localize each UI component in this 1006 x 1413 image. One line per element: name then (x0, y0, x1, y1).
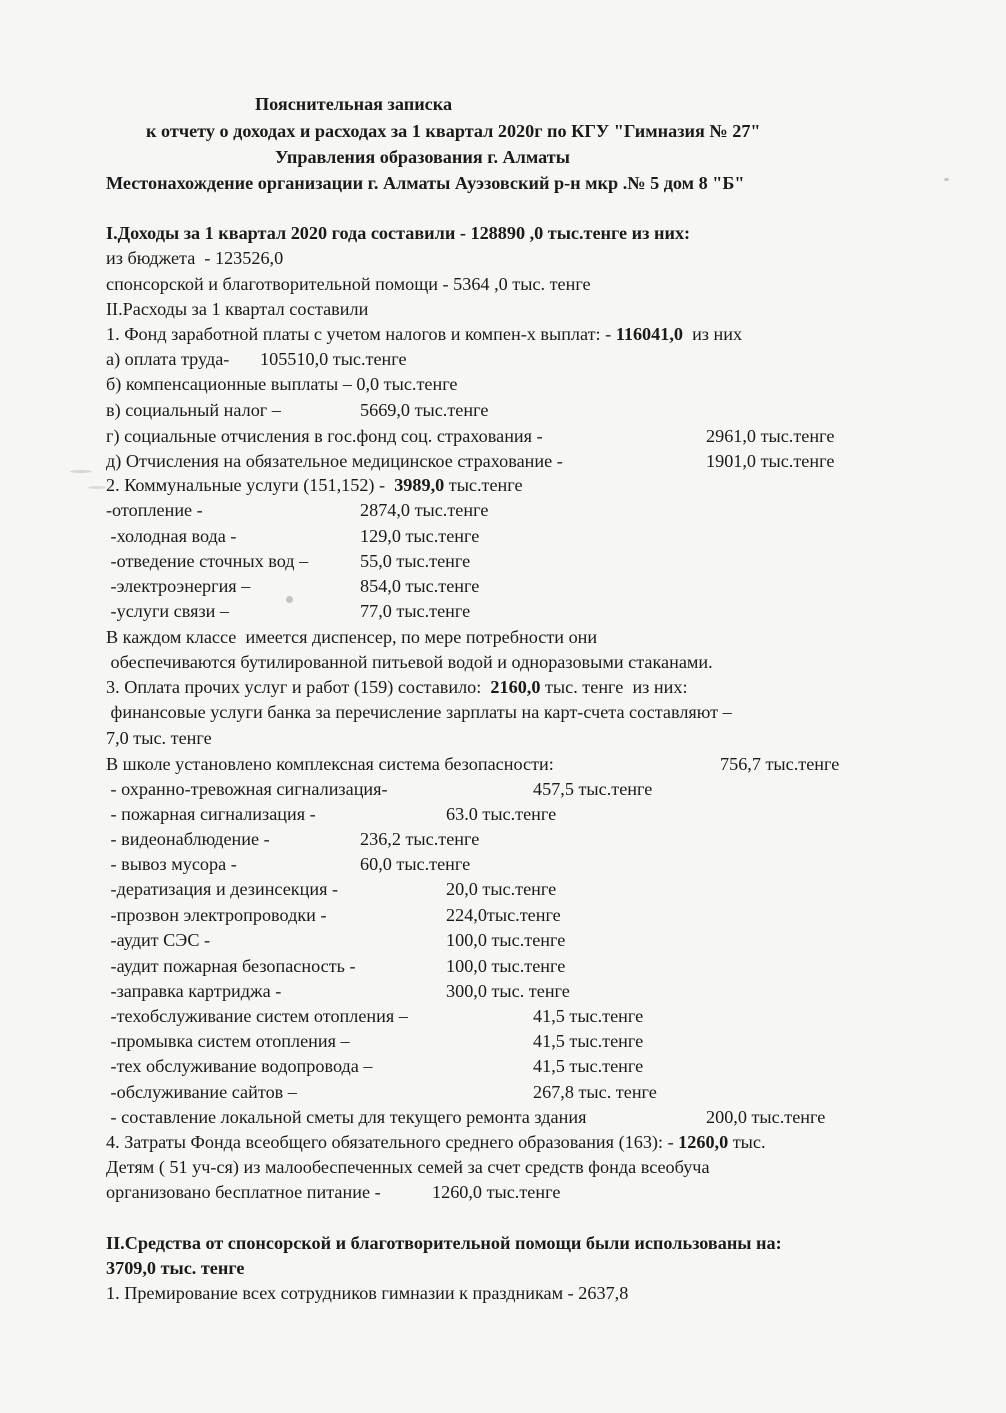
service-value: 20,0 тыс.тенге (446, 879, 557, 899)
fund4-value: 1260,0 (678, 1132, 729, 1152)
utility-value: 77,0 тыс.тенге (360, 601, 471, 621)
fund-prefix: 1. Фонд заработной платы с учетом налогов и компен-х выплат: - (106, 324, 616, 344)
service-value: 60,0 тыс.тенге (360, 854, 471, 874)
service-value: 236,2 тыс.тенге (360, 829, 480, 849)
income-title: I.Доходы за 1 квартал 2020 года составили - 128890 ,0 тыс.тенге из них: (106, 223, 691, 243)
expense-v-label: в) социальный налог – (106, 400, 281, 420)
meals-value: 1260,0 тыс.тенге (432, 1182, 561, 1202)
utilities-value: 3989,0 (394, 475, 445, 495)
service-label: -заправка картриджа - (106, 981, 282, 1001)
scan-speck (286, 596, 293, 603)
utility-value: 854,0 тыс.тенге (360, 576, 480, 596)
expense-v-value: 5669,0 тыс.тенге (360, 400, 489, 420)
service-label: -аудит пожарная безопасность - (106, 956, 356, 976)
other-suffix: тыс. тенге из них: (540, 677, 688, 697)
fund4-suffix: тыс. (728, 1132, 766, 1152)
expenses-title: II.Расходы за 1 квартал составили (106, 299, 369, 319)
scan-speck (88, 486, 106, 489)
utility-label: -холодная вода - (106, 526, 237, 546)
sponsor-use-title: II.Средства от спонсорской и благотворительной помощи были использованы на: (106, 1233, 782, 1253)
utility-label: -отопление - (106, 500, 203, 520)
fund-suffix: из них (682, 324, 743, 344)
service-label: - охранно-тревожная сигнализация- (106, 779, 388, 799)
expense-a-value: 105510,0 тыс.тенге (260, 349, 407, 369)
service-value: 200,0 тыс.тенге (706, 1107, 826, 1127)
service-value: 100,0 тыс.тенге (446, 956, 566, 976)
dispenser-line-1: В каждом классе имеется диспенсер, по мере потребности они (106, 627, 598, 647)
security-value: 756,7 тыс.тенге (720, 754, 840, 774)
utilities-suffix: тыс.тенге (444, 475, 523, 495)
children-line: Детям ( 51 уч-ся) из малообеспеченных семей за счет средств фонда всеобуча (106, 1157, 710, 1177)
scan-speck (944, 178, 949, 181)
service-label: - составление локальной сметы для текущего ремонта здания (106, 1107, 587, 1127)
service-value: 41,5 тыс.тенге (533, 1056, 644, 1076)
fund4-line (106, 1131, 766, 1153)
fund4-prefix: 4. Затраты Фонда всеобщего обязательного среднего образования (163): - (106, 1132, 679, 1152)
sponsor-use-item-1: 1. Премирование всех сотрудников гимназии к праздникам - 2637,8 (106, 1283, 629, 1303)
utilities-line (106, 474, 523, 496)
service-value: 100,0 тыс.тенге (446, 930, 566, 950)
service-label: - пожарная сигнализация - (106, 804, 316, 824)
income-sponsor: спонсорской и благотворительной помощи - 5364 ,0 тыс. тенге (106, 274, 591, 294)
service-value: 63.0 тыс.тенге (446, 804, 557, 824)
service-label: -тех обслуживание водопровода – (106, 1056, 373, 1076)
expense-a-label: а) оплата труда- (106, 349, 230, 369)
service-value: 224,0тыс.тенге (446, 905, 561, 925)
doc-location: Местонахождение организации г. Алматы Ауэзовский р-н мкр .№ 5 дом 8 "Б" (106, 173, 745, 193)
sponsor-use-total: 3709,0 тыс. тенге (106, 1258, 245, 1278)
security-label: В школе установлено комплексная система безопасности: (106, 754, 554, 774)
utilities-prefix: 2. Коммунальные услуги (151,152) - (106, 475, 395, 495)
service-label: -аудит СЭС - (106, 930, 211, 950)
utility-label: -электроэнергия – (106, 576, 251, 596)
utility-value: 55,0 тыс.тенге (360, 551, 471, 571)
utility-value: 129,0 тыс.тенге (360, 526, 480, 546)
doc-org: Управления образования г. Алматы (275, 147, 570, 167)
bank-line-1: финансовые услуги банка за перечисление зарплаты на карт-счета составляют – (106, 702, 732, 722)
service-value: 41,5 тыс.тенге (533, 1006, 644, 1026)
scan-speck (70, 470, 92, 473)
service-label: - видеонаблюдение - (106, 829, 270, 849)
service-label: -прозвон электропроводки - (106, 905, 327, 925)
doc-subtitle: к отчету о доходах и расходах за 1 квартал 2020г по КГУ "Гимназия № 27" (146, 121, 761, 141)
expenses-fund-line (106, 323, 742, 345)
service-label: -промывка систем отопления – (106, 1031, 350, 1051)
bank-line-2: 7,0 тыс. тенге (106, 728, 212, 748)
utility-value: 2874,0 тыс.тенге (360, 500, 489, 520)
expense-d-label: д) Отчисления на обязательное медицинское страхование - (106, 451, 563, 471)
expense-b: б) компенсационные выплаты – 0,0 тыс.тенге (106, 374, 458, 394)
utility-label: -услуги связи – (106, 601, 230, 621)
expense-d-value: 1901,0 тыс.тенге (706, 451, 835, 471)
doc-title: Пояснительная записка (255, 94, 453, 114)
income-budget: из бюджета - 123526,0 (106, 248, 284, 268)
service-value: 41,5 тыс.тенге (533, 1031, 644, 1051)
utility-label: -отведение сточных вод – (106, 551, 309, 571)
meals-label: организовано бесплатное питание - (106, 1182, 381, 1202)
service-value: 457,5 тыс.тенге (533, 779, 653, 799)
expense-g-label: г) социальные отчисления в гос.фонд соц. страхования - (106, 426, 543, 446)
service-label: -дератизация и дезинсекция - (106, 879, 339, 899)
other-prefix: 3. Оплата прочих услуг и работ (159) составило: (106, 677, 491, 697)
dispenser-line-2: обеспечиваются бутилированной питьевой водой и одноразовыми стаканами. (106, 652, 713, 672)
service-label: -техобслуживание систем отопления – (106, 1006, 408, 1026)
service-value: 300,0 тыс. тенге (446, 981, 570, 1001)
service-label: -обслуживание сайтов – (106, 1082, 297, 1102)
other-services-line (106, 676, 688, 698)
other-value: 2160,0 (490, 677, 541, 697)
expense-g-value: 2961,0 тыс.тенге (706, 426, 835, 446)
service-label: - вывоз мусора - (106, 854, 237, 874)
service-value: 267,8 тыс. тенге (533, 1082, 657, 1102)
fund-value: 116041,0 (615, 324, 683, 344)
